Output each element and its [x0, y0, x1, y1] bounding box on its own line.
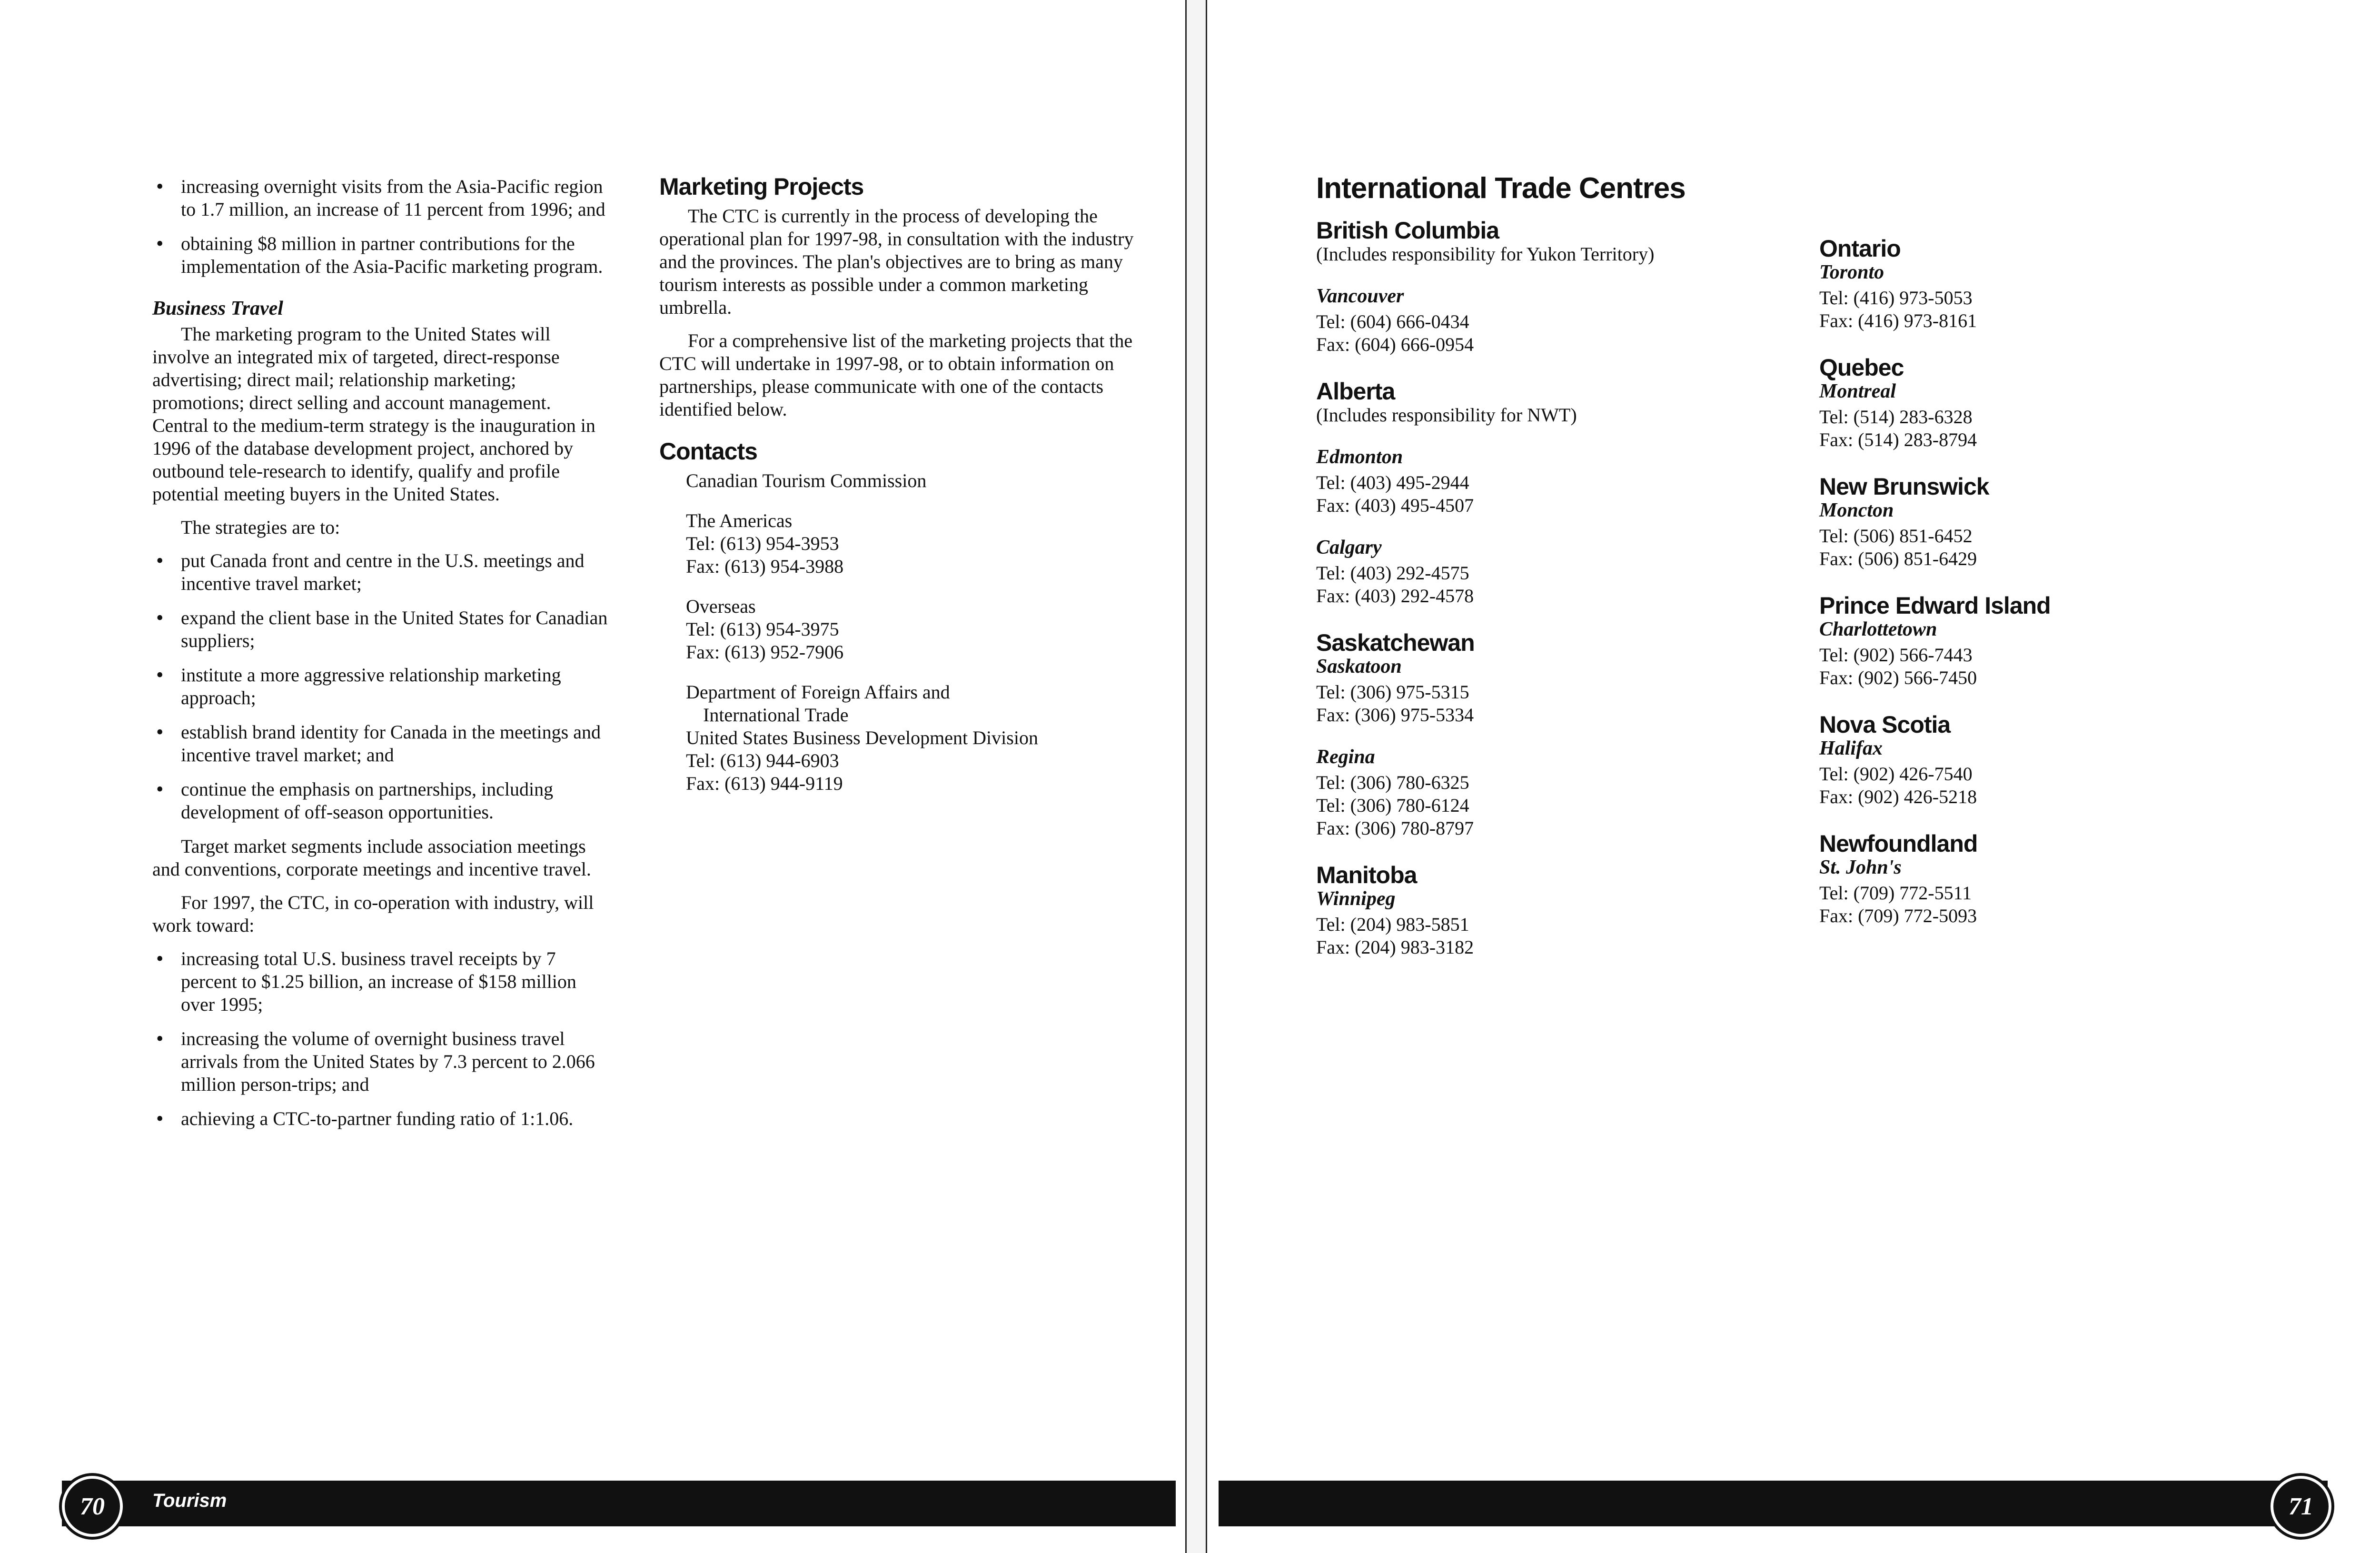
- region-new-brunswick: [1819, 475, 2248, 570]
- region-nova-scotia: [1819, 713, 2248, 808]
- office-fax: Fax: (403) 495-4507: [1316, 495, 1474, 516]
- list-item: • increasing overnight visits from the Asia-Pacific region to 1.7 million, an increase of 11 percent from 1996; and: [152, 175, 609, 221]
- region-ontario: [1819, 237, 2248, 332]
- office-winnipeg: [1316, 887, 1792, 959]
- office-fax: Fax: (306) 780-8797: [1316, 817, 1474, 839]
- region-prince-edward-island: [1819, 594, 2248, 689]
- americas-fax: Fax: (613) 954-3988: [686, 556, 844, 577]
- region-name: Nova Scotia: [1819, 711, 1951, 738]
- marketing-paragraph-2: For a comprehensive list of the marketing projects that the CTC will undertake in 1997-98, or to obtain information on partnerships, please communicate with one of the contacts identified below.: [659, 330, 1133, 420]
- list-item: • obtaining $8 million in partner contributions for the implementation of the Asia-Pacific marketing program.: [152, 232, 609, 278]
- left-column-1: [152, 175, 609, 1142]
- business-travel-heading: Business Travel: [152, 298, 283, 319]
- marketing-paragraph-1: The CTC is currently in the process of developing the operational plan for 1997-98, in consultation with the industry and the provinces. The plan's objectives are to bring as many tourism interests as possible under a common marketing umbrella.: [659, 205, 1134, 318]
- region-note: (Includes responsibility for Yukon Territory): [1316, 243, 1655, 265]
- office-tel: Tel: (709) 772-5511: [1819, 882, 1972, 904]
- business-travel-goals-list: [152, 947, 609, 1130]
- office-fax: Fax: (709) 772-5093: [1819, 905, 1977, 926]
- city-name: Vancouver: [1316, 285, 1404, 307]
- region-name: New Brunswick: [1819, 473, 1989, 500]
- dfait-contact: [686, 681, 1140, 795]
- region-note: (Includes responsibility for NWT): [1316, 404, 1577, 426]
- office-fax: Fax: (604) 666-0954: [1316, 334, 1474, 355]
- region-name: British Columbia: [1316, 217, 1499, 244]
- office-tel: Tel: (416) 973-5053: [1819, 287, 1973, 309]
- left-page: [0, 0, 1185, 1553]
- list-item: • continue the emphasis on partnerships, including development of off-season opportunities.: [152, 778, 609, 824]
- dfait-line-1: Department of Foreign Affairs and: [686, 681, 950, 703]
- strategies-list: [152, 549, 609, 824]
- office-tel: Tel: (514) 283-6328: [1819, 406, 1973, 428]
- city-name: Toronto: [1819, 261, 1884, 283]
- strategies-intro: The strategies are to:: [181, 517, 340, 538]
- right-column-2: [1819, 237, 2248, 951]
- overseas-tel: Tel: (613) 954-3975: [686, 618, 839, 640]
- list-item: • achieving a CTC-to-partner funding ratio of 1:1.06.: [152, 1107, 609, 1130]
- region-manitoba: [1316, 864, 1792, 959]
- overseas-contact: [686, 595, 1140, 664]
- office-fax: Fax: (204) 983-3182: [1316, 936, 1474, 958]
- region-newfoundland: [1819, 832, 2248, 927]
- overseas-name: Overseas: [686, 596, 756, 617]
- list-item: • increasing the volume of overnight business travel arrivals from the United States by 7.3 percent to 2.066 million person-trips; and: [152, 1027, 609, 1096]
- city-name: Edmonton: [1316, 446, 1403, 468]
- region-quebec: [1819, 356, 2248, 451]
- office-tel: Tel: (902) 426-7540: [1819, 763, 1973, 785]
- region-name: Manitoba: [1316, 862, 1417, 888]
- office-vancouver: [1316, 285, 1792, 356]
- list-item: • put Canada front and centre in the U.S. meetings and incentive travel market;: [152, 549, 609, 595]
- dfait-line-3: United States Business Development Division: [686, 727, 1038, 748]
- americas-contact: [686, 509, 1140, 578]
- office-saskatoon: [1316, 655, 1792, 727]
- office-tel: Tel: (506) 851-6452: [1819, 525, 1973, 547]
- city-name: Charlottetown: [1819, 618, 1937, 640]
- office-tel: Tel: (403) 495-2944: [1316, 472, 1469, 493]
- footer-section-label: Tourism: [152, 1490, 227, 1511]
- office-fax: Fax: (514) 283-8794: [1819, 429, 1977, 450]
- office-fax: Fax: (306) 975-5334: [1316, 704, 1474, 726]
- office-fax: Fax: (902) 426-5218: [1819, 786, 1977, 807]
- city-name: Moncton: [1819, 499, 1894, 521]
- target-market-paragraph: Target market segments include association meetings and conventions, corporate meetings and incentive travel.: [152, 836, 591, 880]
- footer-bar-left: [62, 1481, 1176, 1526]
- list-item: • establish brand identity for Canada in the meetings and incentive travel market; and: [152, 721, 609, 767]
- contacts-heading: Contacts: [659, 438, 757, 465]
- region-name: Newfoundland: [1819, 830, 1978, 857]
- commission-name: Canadian Tourism Commission: [686, 470, 927, 491]
- city-name: Saskatoon: [1316, 656, 1402, 677]
- office-fax: Fax: (506) 851-6429: [1819, 548, 1977, 569]
- region-name: Alberta: [1316, 378, 1395, 405]
- dfait-tel: Tel: (613) 944-6903: [686, 750, 839, 771]
- dfait-line-2: International Trade: [703, 704, 849, 726]
- office-tel: Tel: (204) 983-5851: [1316, 914, 1469, 935]
- americas-name: The Americas: [686, 510, 793, 531]
- americas-tel: Tel: (613) 954-3953: [686, 533, 839, 554]
- left-column-2: [659, 175, 1140, 812]
- dfait-fax: Fax: (613) 944-9119: [686, 773, 843, 794]
- office-tel: Tel: (902) 566-7443: [1819, 644, 1973, 666]
- commission-contact: [686, 469, 1140, 492]
- trade-centres-title: International Trade Centres: [1316, 172, 1686, 205]
- region-name: Ontario: [1819, 235, 1901, 262]
- office-fax: Fax: (403) 292-4578: [1316, 585, 1474, 607]
- page-gutter: [1185, 0, 1207, 1553]
- region-alberta: [1316, 380, 1792, 607]
- page-number-left: 70: [62, 1476, 123, 1537]
- office-tel: Tel: (306) 780-6325: [1316, 772, 1469, 793]
- overseas-fax: Fax: (613) 952-7906: [686, 641, 844, 663]
- region-name: Prince Edward Island: [1819, 592, 2051, 619]
- city-name: Calgary: [1316, 537, 1382, 558]
- office-regina: [1316, 746, 1792, 840]
- city-name: Regina: [1316, 746, 1375, 768]
- business-travel-paragraph: The marketing program to the United States will involve an integrated mix of targeted, direct-response advertising; direct mail; relationship marketing; promotions; direct selling and account management. Central to the medium-term strategy is the inauguration in 1996 of the database development project, anchored by outbound tele-research to identify, qualify and profile potential meeting buyers in the United States.: [152, 323, 595, 505]
- marketing-projects-heading: Marketing Projects: [659, 173, 864, 200]
- region-british-columbia: [1316, 219, 1792, 356]
- city-name: Winnipeg: [1316, 888, 1396, 910]
- list-item: • institute a more aggressive relationship marketing approach;: [152, 664, 609, 709]
- list-item: • increasing total U.S. business travel receipts by 7 percent to $1.25 billion, an increase of $158 million over 1995;: [152, 947, 609, 1016]
- city-name: Halifax: [1819, 737, 1883, 759]
- city-name: Montreal: [1819, 380, 1896, 402]
- region-name: Saskatchewan: [1316, 629, 1475, 656]
- office-tel: Tel: (403) 292-4575: [1316, 562, 1469, 584]
- page-number-right: 71: [2271, 1476, 2331, 1537]
- for-1997-paragraph: For 1997, the CTC, in co-operation with industry, will work toward:: [152, 892, 594, 936]
- office-calgary: [1316, 536, 1792, 607]
- asia-pacific-goals-list: [152, 175, 609, 278]
- office-tel: Tel: (306) 975-5315: [1316, 681, 1469, 703]
- right-column-1: [1316, 172, 1792, 983]
- office-tel: Tel: (306) 780-6124: [1316, 795, 1469, 816]
- office-edmonton: [1316, 446, 1792, 517]
- region-name: Quebec: [1819, 354, 1904, 381]
- city-name: St. John's: [1819, 856, 1902, 878]
- footer-bar-right: [1219, 1481, 2328, 1526]
- region-saskatchewan: [1316, 631, 1792, 840]
- office-fax: Fax: (416) 973-8161: [1819, 310, 1977, 331]
- office-fax: Fax: (902) 566-7450: [1819, 667, 1977, 688]
- list-item: • expand the client base in the United States for Canadian suppliers;: [152, 607, 609, 652]
- office-tel: Tel: (604) 666-0434: [1316, 311, 1469, 332]
